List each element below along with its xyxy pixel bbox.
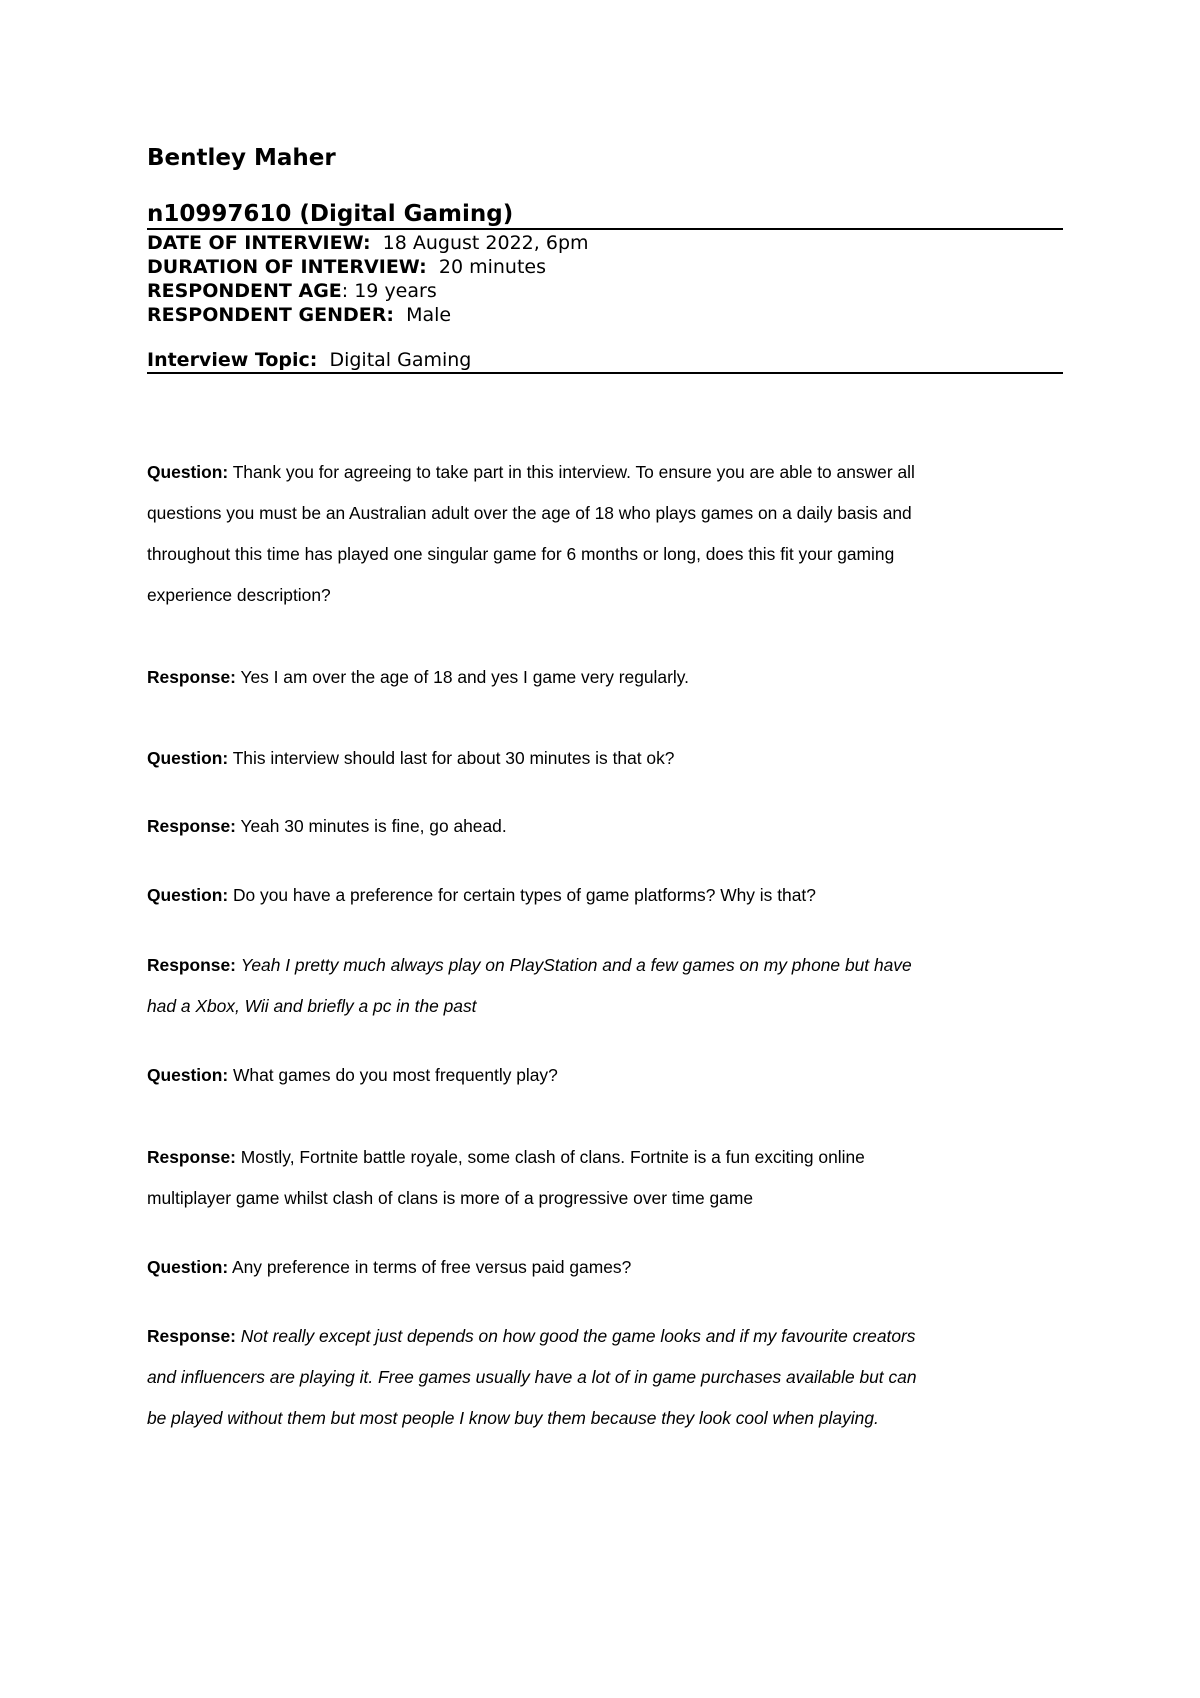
topic-label: Interview Topic: xyxy=(147,349,318,371)
question-1-line-1 xyxy=(147,452,1063,493)
response-3-line-2: had a Xbox, Wii and briefly a pc in the past xyxy=(147,996,477,1016)
duration-of-interview xyxy=(147,255,546,279)
duration-label: DURATION OF INTERVIEW: xyxy=(147,256,427,278)
question-3-text: Do you have a preference for certain types of game platforms? Why is that? xyxy=(233,885,816,905)
topic-value: Digital Gaming xyxy=(329,349,472,371)
response-5 xyxy=(147,1316,1063,1439)
question-1-line-4: experience description? xyxy=(147,585,331,605)
question-label: Question: xyxy=(147,748,229,768)
response-4-text: Mostly, Fortnite battle royale, some clash of clans. Fortnite is a fun exciting online xyxy=(240,1147,865,1167)
question-label: Question: xyxy=(147,462,229,482)
question-5 xyxy=(147,1247,1063,1288)
date-label: DATE OF INTERVIEW: xyxy=(147,232,371,254)
response-label: Response: xyxy=(147,955,236,975)
question-4-text: What games do you most frequently play? xyxy=(233,1065,558,1085)
question-label: Question: xyxy=(147,1257,229,1277)
question-1-line-3: throughout this time has played one singular game for 6 months or long, does this fit your gaming xyxy=(147,544,895,564)
response-1 xyxy=(147,657,1063,698)
gender-label: RESPONDENT GENDER: xyxy=(147,304,394,326)
question-2-text: This interview should last for about 30 minutes is that ok? xyxy=(232,748,675,768)
respondent-name: Bentley Maher xyxy=(147,145,336,171)
response-4-line-2: multiplayer game whilst clash of clans is more of a progressive over time game xyxy=(147,1188,754,1208)
question-label: Question: xyxy=(147,1065,229,1085)
gender-value: Male xyxy=(406,304,452,326)
response-2 xyxy=(147,806,1063,847)
question-1-line-2: questions you must be an Australian adult over the age of 18 who plays games on a daily basis and xyxy=(147,503,912,523)
response-label: Response: xyxy=(147,816,236,836)
question-5-text: Any preference in terms of free versus paid games? xyxy=(232,1257,632,1277)
response-4 xyxy=(147,1137,1063,1219)
question-1 xyxy=(147,452,1063,616)
response-3-text: Yeah I pretty much always play on PlayStation and a few games on my phone but have xyxy=(240,955,912,975)
interview-topic xyxy=(147,348,1063,374)
response-5-line-3: be played without them but most people I know buy them because they look cool when playing. xyxy=(147,1408,879,1428)
date-value: 18 August 2022, 6pm xyxy=(382,232,589,254)
response-label: Response: xyxy=(147,1326,236,1346)
date-of-interview xyxy=(147,231,589,255)
response-5-line-2: and influencers are playing it. Free games usually have a lot of in game purchases available but can xyxy=(147,1367,917,1387)
response-3 xyxy=(147,945,1063,1027)
question-4 xyxy=(147,1055,1063,1096)
question-1-text: Thank you for agreeing to take part in this interview. To ensure you are able to answer all xyxy=(232,462,915,482)
student-id-heading: n10997610 (Digital Gaming) xyxy=(147,200,1063,230)
respondent-gender xyxy=(147,303,451,327)
duration-value: 20 minutes xyxy=(438,256,547,278)
age-value: : 19 years xyxy=(341,280,437,302)
question-label: Question: xyxy=(147,885,229,905)
response-2-text: Yeah 30 minutes is fine, go ahead. xyxy=(240,816,507,836)
response-5-text: Not really except just depends on how good the game looks and if my favourite creators xyxy=(240,1326,916,1346)
question-3 xyxy=(147,875,1063,916)
response-label: Response: xyxy=(147,667,236,687)
response-1-text: Yes I am over the age of 18 and yes I game very regularly. xyxy=(240,667,689,687)
response-label: Response: xyxy=(147,1147,236,1167)
age-label: RESPONDENT AGE xyxy=(147,280,342,302)
respondent-age xyxy=(147,279,437,303)
question-2 xyxy=(147,738,1063,779)
